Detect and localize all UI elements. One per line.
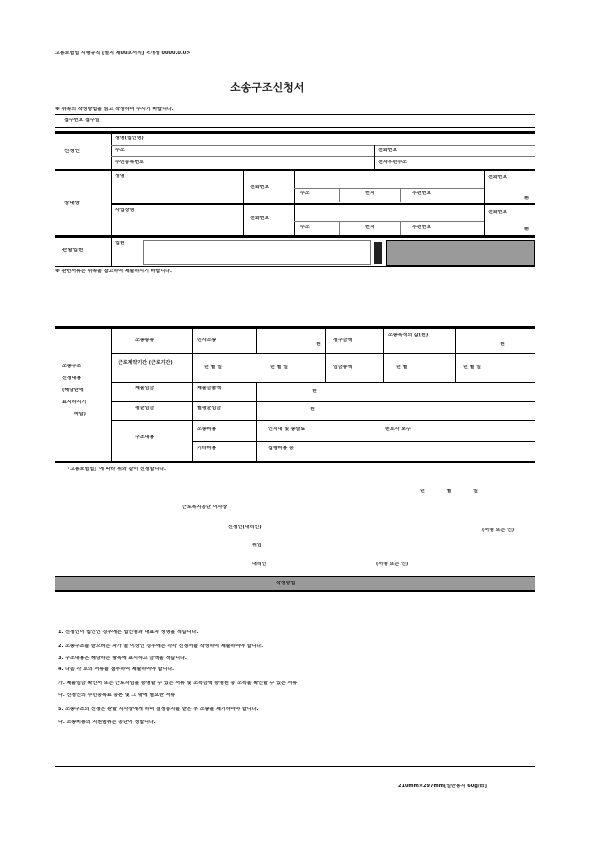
row-cell: 변호사 보수 — [385, 427, 411, 432]
divider — [256, 329, 257, 354]
party-row1-cell1: 주소 — [300, 191, 310, 196]
declaration-signer: 신청인(대리인) — [228, 525, 262, 530]
section-bar-label: 작성방법 — [276, 581, 296, 586]
divider — [111, 329, 112, 462]
divider — [111, 382, 535, 383]
divider — [339, 221, 340, 235]
row-cell: 년 월 일 — [270, 365, 288, 370]
party-row2-cell3: 우편번호 — [412, 225, 432, 230]
row-cell: 인지대 및 송달료 — [268, 427, 306, 432]
row-cell: 월평균임금 — [197, 406, 222, 411]
details-section-line: 신청내용 — [62, 376, 82, 381]
seal-mark: ㊞ — [524, 196, 530, 201]
divider — [400, 188, 401, 202]
divider — [55, 169, 535, 171]
agent-sign-note: (서명 또는 인) — [376, 562, 409, 567]
row-cell: 년 월 일 — [463, 365, 481, 370]
row-label-lawsuit-type: 소송종류 — [135, 338, 155, 343]
row-label-contract-period: 근로계약기간 (근로기간) — [118, 360, 173, 366]
page-title: 소송구조신청서 — [230, 82, 305, 93]
party-row1-label: 성명 — [115, 174, 125, 179]
thick-divider — [55, 131, 535, 134]
applicant-address-label: 주소 — [115, 148, 125, 153]
court-section-label: 관할법원 — [62, 248, 84, 253]
divider — [111, 156, 535, 157]
instruction-line: 5. 소송구조의 신청은 관할 지사장에게 하며 결정통지를 받은 후 소송을 제기하여야 합니다. — [58, 707, 259, 712]
party-row1-sub: 전화번호 — [250, 185, 270, 190]
row-cell: 원 — [500, 342, 505, 347]
instruction-line: 3. 구조내용은 해당하는 항목에 표시하고 금액을 적습니다. — [58, 656, 187, 661]
declaration-row: 위임 — [252, 543, 262, 548]
divider — [111, 203, 535, 205]
party-row2-cell1: 주소 — [300, 225, 310, 230]
row-cell: 년 월 일 — [204, 365, 222, 370]
court-dropdown-handle[interactable] — [374, 242, 382, 264]
form-reference: 고용보험법 시행규칙 [별지 제00호서식] <개정 0000.0.0> — [55, 51, 191, 56]
divider — [374, 145, 375, 170]
receipt-label: 접수번호 접수일 — [64, 118, 100, 123]
row-label-average-wage: 평균임금 — [135, 406, 155, 411]
thick-divider — [55, 326, 535, 329]
applicant-phone-label: 전화번호 — [378, 148, 398, 153]
row-cell: 원 — [312, 389, 317, 394]
instruction-line: 나. 신청인의 주민등록표 등본 및 그 밖에 필요한 서류 — [58, 693, 176, 698]
court-label: 법원 — [115, 241, 125, 246]
applicant-section-label: 신청인 — [64, 149, 80, 154]
party-row2-cell2: 번지 — [365, 225, 375, 230]
divider — [55, 461, 535, 463]
divider — [294, 221, 484, 222]
divider — [383, 329, 384, 383]
instruction-line: 가. 체불임금 확인서 또는 근로자임을 증명할 수 있는 서류 및 소득금액 증명원 등 소득을 확인할 수 있는 서류 — [58, 681, 298, 686]
divider — [294, 188, 484, 189]
divider — [325, 329, 326, 383]
divider — [111, 145, 535, 146]
party-row2-sub: 전화번호 — [250, 216, 270, 221]
divider — [256, 382, 257, 462]
row-cell: 집행비용 등 — [268, 446, 294, 451]
row-cell: 기타비용 — [197, 446, 217, 451]
seal-mark: ㊞ — [524, 227, 530, 232]
divider — [111, 353, 535, 354]
party-row2-right-label: 전화번호 — [488, 210, 508, 215]
row-label-unpaid-wages: 체불임금 — [135, 386, 155, 391]
row-cell: 원 — [316, 342, 321, 347]
divider — [455, 329, 456, 383]
divider — [111, 420, 535, 421]
declaration-line: 「고용보험법」에 따라 위와 같이 신청합니다. — [65, 467, 166, 472]
divider — [111, 401, 535, 402]
divider — [192, 329, 193, 462]
footer-divider — [55, 766, 535, 767]
applicant-id-label: 주민등록번호 — [115, 160, 144, 165]
divider — [111, 238, 112, 266]
declaration-sign-note: (서명 또는 인) — [482, 528, 515, 533]
court-name-field[interactable] — [143, 240, 371, 265]
row-cell: 민사소송 — [197, 338, 217, 343]
row-cell: 소송비용 — [197, 427, 217, 432]
row-cell: 체불금품액 — [197, 386, 222, 391]
divider — [55, 127, 535, 128]
declaration-date: 년 월 일 — [420, 489, 478, 494]
party-row1-right-label: 전화번호 — [488, 175, 508, 180]
instruction-line: 나. 소송비용의 지원범위는 공단이 정합니다. — [58, 720, 156, 725]
applicant-name-label: 성명(법인명) — [115, 136, 144, 141]
divider — [192, 441, 535, 442]
thick-divider — [55, 235, 535, 238]
party-row1-cell3: 우편번호 — [412, 191, 432, 196]
details-section-line: (해당란에 — [62, 388, 84, 393]
divider — [55, 266, 535, 267]
row-cell: 년 월 — [396, 365, 408, 370]
party-row2-label: 사업장명 — [115, 208, 135, 213]
row-cell: 소송목적의 값(원) — [388, 333, 429, 338]
row-cell: 원 — [310, 407, 315, 412]
court-shaded-box — [386, 240, 535, 266]
instruction-line: 2. 소송구조를 받으려는 자가 둘 이상인 경우에는 각각 신청서를 작성하여 제출하여야 합니다. — [58, 644, 264, 649]
instruction-line: 4. 다음 각 호의 서류를 첨부하여 제출하여야 합니다. — [58, 667, 175, 672]
declaration-row: 대리인 — [252, 562, 267, 567]
divider — [55, 114, 535, 115]
details-section-line: 바람) — [74, 412, 86, 417]
row-cell: 청구금액 — [333, 338, 353, 343]
applicant-email-label: 전자우편주소 — [378, 160, 407, 165]
paper-size-note: 210mm×297mm[일반용지 60g/㎡] — [398, 784, 487, 789]
attachment-note: ※ 관련서류는 뒤쪽을 참고하여 제출하시기 바랍니다. — [55, 269, 172, 274]
divider — [111, 134, 112, 170]
divider — [339, 188, 340, 202]
party-row1-cell2: 번지 — [365, 191, 375, 196]
row-label-aid-content: 구조내용 — [135, 435, 155, 440]
details-section-line: 소송구조 — [62, 364, 82, 369]
details-section-line: 표시하시기 — [62, 400, 87, 405]
row-cell: 임금총액 — [333, 365, 353, 370]
party-section-label: 상대방 — [64, 201, 80, 206]
instruction-line: 1. 신청인이 법인인 경우에는 법인명과 대표자 성명을 적습니다. — [58, 630, 199, 635]
divider — [400, 221, 401, 235]
declaration-row: 근로복지공단 이사장 — [182, 505, 228, 510]
form-subtitle: ※ 뒤쪽의 작성방법을 읽고 작성하여 주시기 바랍니다. — [55, 107, 174, 112]
